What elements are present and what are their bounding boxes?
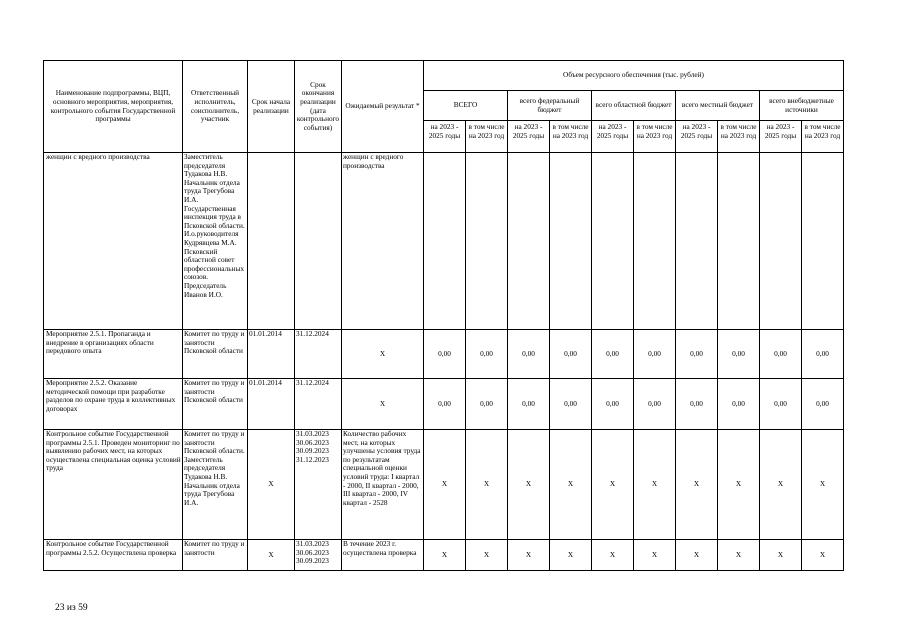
- header-group-extrabudget: всего внебюджетные источники: [760, 91, 844, 121]
- row-end: [295, 153, 342, 330]
- subheader-year: в том числе на 2023 год: [466, 121, 508, 153]
- header-group-federal: всего федеральный бюджет: [508, 91, 592, 121]
- table-row: [44, 430, 844, 540]
- row-start: 01.01.2014: [248, 330, 295, 379]
- row-start: [248, 153, 295, 330]
- header-group-local: всего местный бюджет: [676, 91, 760, 121]
- row-responsible: Комитет по труду и занятости Псковской области. Заместитель председателя Тудакова Н.В. Начальник отдела труда Трегубова И.А.: [183, 430, 248, 540]
- row-value: X: [634, 430, 676, 540]
- row-value: [802, 153, 844, 330]
- row-value: [676, 153, 718, 330]
- row-value: X: [634, 540, 676, 571]
- row-value: 0,00: [802, 379, 844, 430]
- header-result: Ожидаемый результат *: [342, 61, 424, 153]
- header-name: Наименование подпрограммы, ВЦП, основного мероприятия, мероприятия, контрольного события Государственной программы: [44, 61, 183, 153]
- row-value: 0,00: [466, 330, 508, 379]
- row-value: X: [466, 540, 508, 571]
- row-value: 0,00: [718, 379, 760, 430]
- row-value: 0,00: [508, 330, 550, 379]
- subheader-period: на 2023 - 2025 годы: [424, 121, 466, 153]
- row-value: 0,00: [550, 379, 592, 430]
- row-value: [592, 153, 634, 330]
- row-name: Контрольное событие Государственной программы 2.5.2. Осуществлена проверка: [44, 540, 183, 571]
- row-result: X: [342, 379, 424, 430]
- row-value: 0,00: [424, 330, 466, 379]
- row-value: 0,00: [676, 330, 718, 379]
- row-value: X: [550, 430, 592, 540]
- header-responsible: Ответственный исполнитель, соисполнитель, участник: [183, 61, 248, 153]
- row-value: [718, 153, 760, 330]
- row-result: женщин с вредного производства: [342, 153, 424, 330]
- subheader-year: в том числе на 2023 год: [802, 121, 844, 153]
- row-value: X: [424, 540, 466, 571]
- row-value: 0,00: [760, 379, 802, 430]
- header-group-regional: всего областной бюджет: [592, 91, 676, 121]
- row-value: 0,00: [634, 330, 676, 379]
- row-end: 31.12.2024: [295, 330, 342, 379]
- row-responsible: Заместитель председателя Тудакова Н.В. Начальник отдела труда Трегубова И.А. Государственная инспекция труда в Псковской области. И.о.руководителя Кудрявцева М.А. Псковский областной совет профессиональных союзов. Председатель Иванов И.О.: [183, 153, 248, 330]
- row-end: 31.03.2023 30.06.2023 30.09.2023 31.12.2023: [295, 430, 342, 540]
- row-value: X: [760, 430, 802, 540]
- row-value: X: [508, 540, 550, 571]
- subheader-year: в том числе на 2023 год: [550, 121, 592, 153]
- table-row: [44, 330, 844, 379]
- row-value: X: [592, 540, 634, 571]
- row-result: В течение 2023 г. осуществлена проверка: [342, 540, 424, 571]
- row-responsible: Комитет по труду и занятости Псковской области: [183, 379, 248, 430]
- row-value: [424, 153, 466, 330]
- row-name: женщин с вредного производства: [44, 153, 183, 330]
- row-responsible: Комитет по труду и занятости: [183, 540, 248, 571]
- row-value: 0,00: [634, 379, 676, 430]
- subheader-period: на 2023 - 2025 годы: [508, 121, 550, 153]
- row-value: 0,00: [466, 379, 508, 430]
- row-value: 0,00: [718, 330, 760, 379]
- row-name: Контрольное событие Государственной программы 2.5.1. Проведен мониторинг по выявлению рабочих мест, на которых осуществлена специальная оценка условий труда: [44, 430, 183, 540]
- row-start: X: [248, 430, 295, 540]
- table-row: [44, 153, 844, 330]
- row-result: Количество рабочих мест, на которых улучшены условия труда по результатам специальной оценки условий труда: I квартал - 2000, II квартал - 2000, III квартал - 2000, IV квартал - 2528: [342, 430, 424, 540]
- row-value: 0,00: [676, 379, 718, 430]
- subheader-year: в том числе на 2023 год: [634, 121, 676, 153]
- row-value: X: [760, 540, 802, 571]
- subheader-period: на 2023 - 2025 годы: [592, 121, 634, 153]
- row-responsible: Комитет по труду и занятости Псковской области: [183, 330, 248, 379]
- row-end: 31.12.2024: [295, 379, 342, 430]
- row-value: 0,00: [508, 379, 550, 430]
- row-value: X: [802, 430, 844, 540]
- header-end: Срок окончания реализации (дата контрольного события): [295, 61, 342, 153]
- row-value: X: [592, 430, 634, 540]
- resource-table: [43, 60, 844, 571]
- row-value: X: [802, 540, 844, 571]
- row-value: [634, 153, 676, 330]
- row-name: Мероприятие 2.5.2. Оказание методической помощи при разработке разделов по охране труда в коллективных договорах: [44, 379, 183, 430]
- row-value: X: [718, 540, 760, 571]
- row-value: X: [718, 430, 760, 540]
- row-start: X: [248, 540, 295, 571]
- row-value: X: [424, 430, 466, 540]
- header-resources: Объем ресурсного обеспечения (тыс. рублей): [424, 61, 844, 91]
- header-group-total: ВСЕГО: [424, 91, 508, 121]
- row-end: 31.03.2023 30.06.2023 30.09.2023: [295, 540, 342, 571]
- row-name: Мероприятие 2.5.1. Пропаганда и внедрение в организациях области передового опыта: [44, 330, 183, 379]
- row-value: X: [508, 430, 550, 540]
- row-value: 0,00: [760, 330, 802, 379]
- row-result: X: [342, 330, 424, 379]
- row-value: 0,00: [592, 379, 634, 430]
- subheader-year: в том числе на 2023 год: [718, 121, 760, 153]
- table-row: [44, 540, 844, 571]
- table-row: [44, 379, 844, 430]
- row-value: 0,00: [424, 379, 466, 430]
- row-start: 01.01.2014: [248, 379, 295, 430]
- row-value: 0,00: [802, 330, 844, 379]
- subheader-period: на 2023 - 2025 годы: [676, 121, 718, 153]
- row-value: 0,00: [550, 330, 592, 379]
- row-value: [508, 153, 550, 330]
- subheader-period: на 2023 - 2025 годы: [760, 121, 802, 153]
- header-start: Срок начала реализации: [248, 61, 295, 153]
- row-value: X: [676, 540, 718, 571]
- row-value: X: [550, 540, 592, 571]
- row-value: [760, 153, 802, 330]
- row-value: X: [676, 430, 718, 540]
- row-value: X: [466, 430, 508, 540]
- plan-table-wrapper: [43, 60, 844, 571]
- row-value: [466, 153, 508, 330]
- row-value: 0,00: [592, 330, 634, 379]
- row-value: [550, 153, 592, 330]
- page-number: 23 из 59: [55, 603, 88, 613]
